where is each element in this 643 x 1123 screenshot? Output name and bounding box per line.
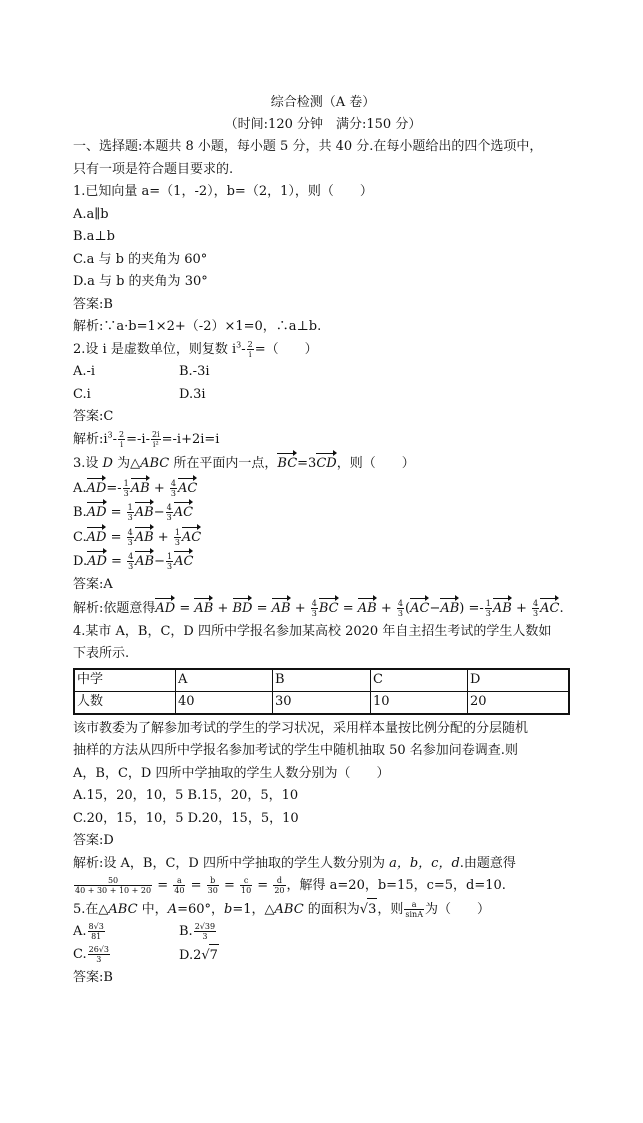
q4-solution-line2: $\frac{50}{40 + 30 + 10 + 20}$ = $\frac{a}{40}$ = $\frac{b}{30}$ = $\frac{c}{10}$ = $\frac{d}{20}$ ，解得 a=20，b=15，c=5，d=10. <box>75 876 506 895</box>
q3-option-b: B.AD = $\frac{1}{3}$ AB− $\frac{4}{3}$ AC <box>73 500 573 525</box>
q5-stem: 5.在△ABC 中，A=60°，b=1，△ABC 的面积为√3，则 $\frac{a}{\sin A}$ 为（ ） <box>73 898 573 922</box>
q5-options-row1 <box>73 921 573 944</box>
q4-answer: 答案:D <box>73 833 114 848</box>
table-cell: D <box>468 669 570 692</box>
q5-option-b: B. $\frac{2√39}{3}$ <box>179 922 216 941</box>
q5-options-row2 <box>73 944 573 968</box>
q4-stem-line2: 下表所示. <box>73 646 130 661</box>
q2-option-c: C.i <box>73 386 91 402</box>
q2-options-row1 <box>73 361 573 384</box>
q2-answer: 答案:C <box>73 409 114 424</box>
q4-options-cd: C.20，15，10，5 D.20，15，5，10 <box>73 810 299 826</box>
q4-para-line2: 抽样的方法从四所中学报名参加考试的学生中随机抽取 50 名参加问卷调查.则 <box>73 743 518 758</box>
q3-option-a: A.AD=- $\frac{1}{3}$ AB + $\frac{4}{3}$ AC <box>73 476 573 501</box>
q1-option-a: A.a∥b <box>73 206 109 222</box>
table-cell: 20 <box>468 691 570 714</box>
document-page <box>73 92 573 990</box>
q4-solution-line1: 解析:设 A，B，C，D 四所中学抽取的学生人数分别为 a，b，c，d.由题意得 <box>73 855 516 871</box>
q5-option-c: C. $\frac{26√3}{3}$ <box>73 944 109 964</box>
table-cell: 10 <box>371 691 468 714</box>
section-intro-line2: 只有一项是符合题目要求的. <box>73 161 234 177</box>
q1-stem: 1.已知向量 a=（1，-2），b=（2，1），则（ ） <box>73 184 373 199</box>
page-title: 综合检测（A 卷） <box>270 95 376 110</box>
table-cell: 人数 <box>74 691 176 714</box>
q3-option-d: D.AD = $\frac{4}{3}$ AB− $\frac{1}{3}$ AC <box>73 549 573 574</box>
q2-option-a: A.-i <box>73 364 96 379</box>
q2-solution: 解析$:i^3-$ $\frac{2}{i}$ =-i- $\frac{2i}{\text{i²}}$ =-i+2i=i <box>73 429 220 449</box>
q1-answer: 答案:B <box>73 296 113 312</box>
q5-option-a: A. $\frac{8√3}{81}$ <box>73 922 104 941</box>
q4-stem-line1: 4.某市 A，B，C，D 四所中学报名参加某高校 2020 年自主招生考试的学生人数如 <box>73 623 552 639</box>
q2-stem: 2.设 i 是虚数单位，则复数 $i^3-$ $\frac{2}{i}$ =（ ） <box>73 339 318 359</box>
table-cell: B <box>273 669 371 692</box>
section-intro-line1: 一、选择题:本题共 8 小题，每小题 5 分，共 40 分.在每小题给出的四个选项中， <box>73 139 543 154</box>
page-subtitle: （时间:120 分钟 满分:150 分） <box>224 117 422 132</box>
table-cell: 中学 <box>74 669 176 692</box>
q3-stem: 3.设 D 为△ABC 所在平面内一点，BC=3CD，则（ ） <box>73 451 573 476</box>
q2-option-d: D.3i <box>179 386 206 402</box>
q1-option-c: C.a 与 b 的夹角为 60° <box>73 251 208 267</box>
table-cell: A <box>176 669 273 692</box>
table-cell: 30 <box>273 691 371 714</box>
q4-options-ab: A.15，20，10，5 B.15，20，5，10 <box>73 788 299 803</box>
q3-answer: 答案:A <box>73 576 113 592</box>
q1-solution: 解析:∵a·b=1×2+（-2）×1=0，∴a⊥b. <box>73 319 322 334</box>
q1-option-b: B.a⊥b <box>73 229 115 244</box>
q2-options-row2 <box>73 384 573 407</box>
q5-option-d: D.2√7 <box>179 944 219 968</box>
q1-option-d: D.a 与 b 的夹角为 30° <box>73 274 208 289</box>
q4-data-table <box>73 668 570 715</box>
q4-para-line3: A，B，C，D 四所中学抽取的学生人数分别为（ ） <box>73 765 390 781</box>
table-cell: 40 <box>176 691 273 714</box>
q5-answer: 答案:B <box>73 970 113 985</box>
q2-option-b: B.-3i <box>179 364 210 379</box>
q4-para-line1: 该市教委为了解参加考试的学生的学习状况，采用样本量按比例分配的分层随机 <box>73 720 529 736</box>
q3-solution: 解析:依题意得AD = AB + BD = AB + $\frac{4}{3}$ BC = AB + $\frac{4}{3}$ (AC−AB) =- $\frac{1}{3}$ AB + $\frac{4}{3}$ AC. <box>73 596 573 621</box>
table-cell: C <box>371 669 468 692</box>
table-header-row <box>74 669 569 692</box>
table-row <box>74 691 569 714</box>
q3-option-c: C.AD = $\frac{4}{3}$ AB + $\frac{1}{3}$ AC <box>73 525 573 550</box>
